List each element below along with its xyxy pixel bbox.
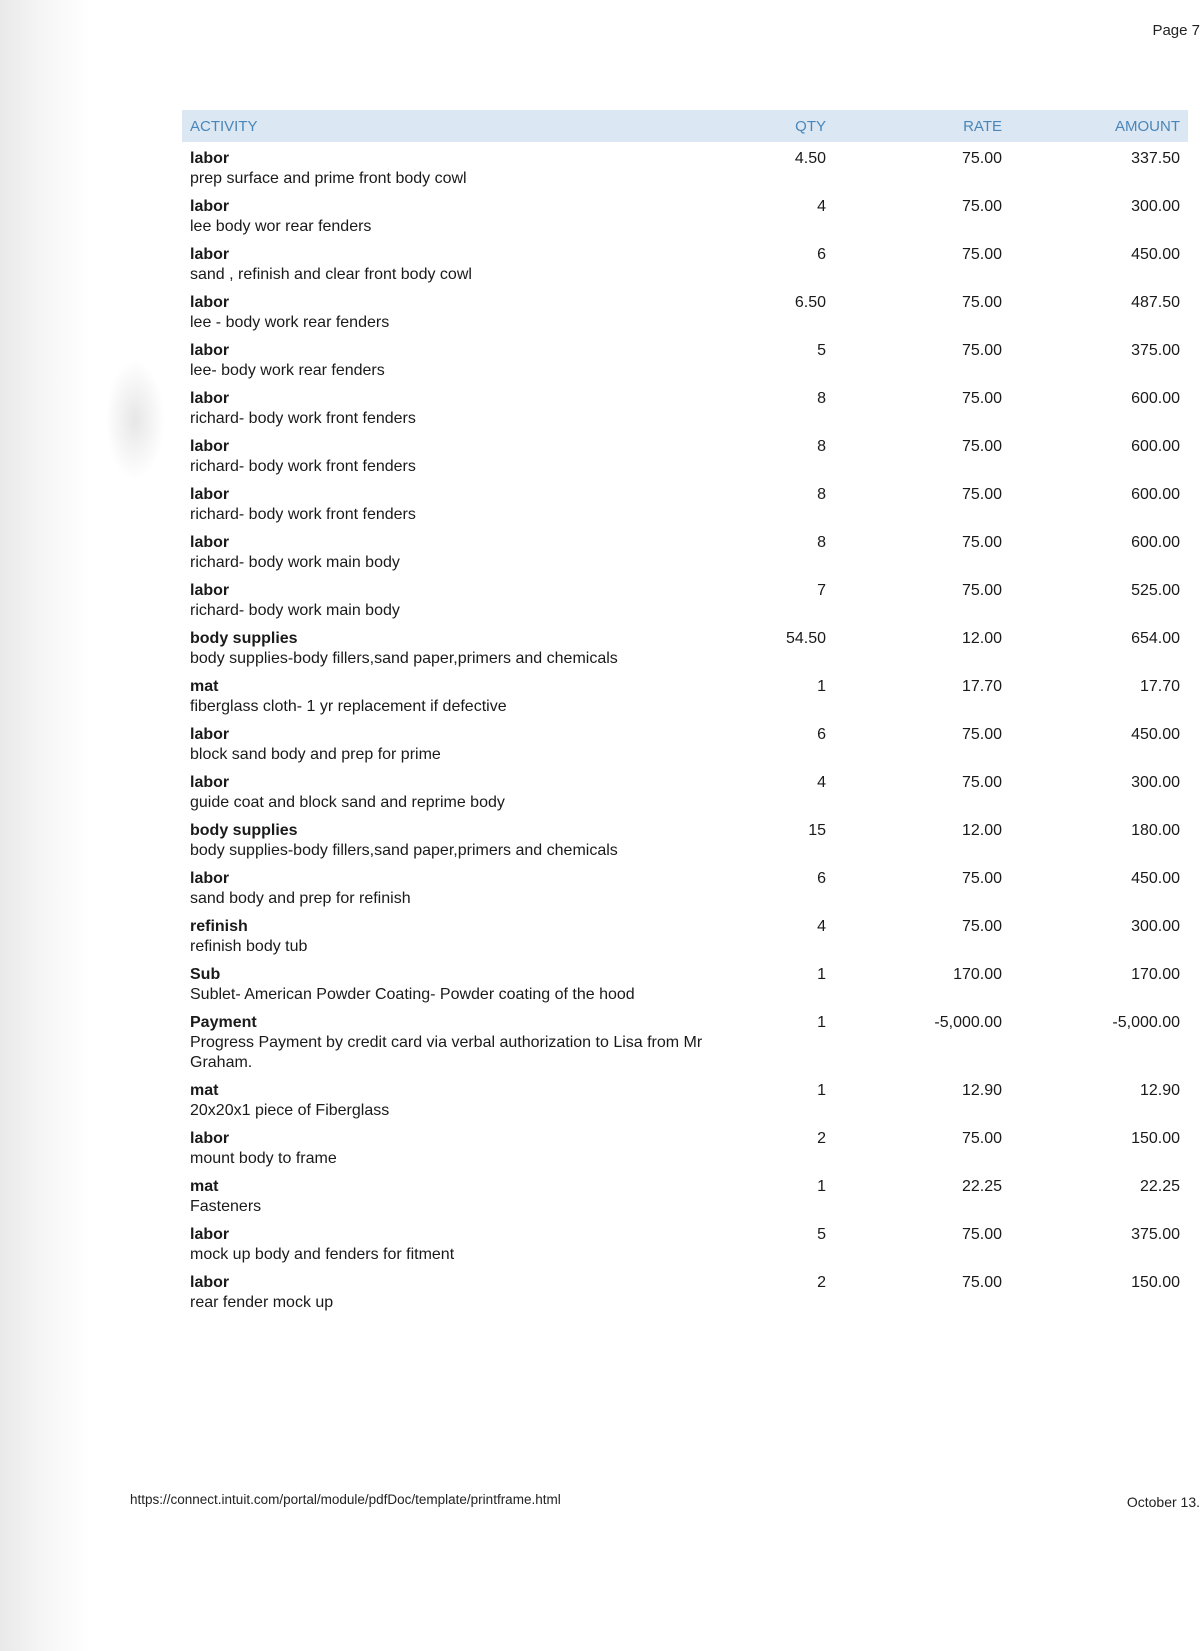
activity-name: labor — [190, 390, 230, 407]
amount-cell: 17.70 — [1139, 678, 1180, 695]
amount-cell: 170.00 — [1131, 966, 1180, 983]
rate-cell: 12.00 — [961, 630, 1002, 647]
activity-name: labor — [190, 1226, 230, 1243]
qty-cell: 4.50 — [794, 150, 826, 167]
activity-name: body supplies — [190, 822, 298, 839]
table-row — [182, 478, 1188, 526]
activity-cell — [182, 1122, 710, 1169]
activity-cell — [182, 814, 710, 861]
rate-cell: 75.00 — [961, 342, 1002, 359]
activity-description: richard- body work main body — [190, 602, 400, 619]
activity-name: labor — [190, 534, 230, 551]
activity-cell — [182, 622, 710, 669]
activity-name: mat — [190, 678, 219, 695]
table-row — [182, 1074, 1188, 1122]
rate-cell: 75.00 — [961, 294, 1002, 311]
table-row — [182, 1006, 1188, 1074]
activity-cell — [182, 718, 710, 765]
rate-cell: 75.00 — [961, 390, 1002, 407]
activity-cell — [182, 190, 710, 237]
table-row — [182, 1218, 1188, 1266]
activity-description: richard- body work front fenders — [190, 410, 416, 427]
activity-name: Payment — [190, 1014, 257, 1031]
qty-cell: 5 — [817, 1226, 826, 1243]
table-row — [182, 910, 1188, 958]
table-row — [182, 574, 1188, 622]
rate-cell: 75.00 — [961, 1226, 1002, 1243]
activity-name: labor — [190, 150, 230, 167]
footer-date: October 13. — [1126, 1494, 1200, 1510]
activity-description: rear fender mock up — [190, 1294, 334, 1311]
table-row — [182, 814, 1188, 862]
rate-cell: 75.00 — [961, 1130, 1002, 1147]
qty-cell: 4 — [817, 198, 826, 215]
activity-description: richard- body work main body — [190, 554, 400, 571]
activity-name: labor — [190, 246, 230, 263]
amount-cell: 300.00 — [1131, 918, 1180, 935]
rate-cell: 12.90 — [961, 1082, 1002, 1099]
activity-name: Sub — [190, 966, 221, 983]
qty-cell: 6 — [817, 246, 826, 263]
activity-cell — [182, 862, 710, 909]
qty-cell: 6.50 — [794, 294, 826, 311]
table-row — [182, 622, 1188, 670]
activity-description: mount body to frame — [190, 1150, 337, 1167]
rate-cell: 170.00 — [953, 966, 1002, 983]
rate-cell: 75.00 — [961, 486, 1002, 503]
activity-description: richard- body work front fenders — [190, 458, 416, 475]
qty-cell: 6 — [817, 870, 826, 887]
qty-cell: 5 — [817, 342, 826, 359]
qty-cell: 7 — [817, 582, 826, 599]
activity-description: sand body and prep for refinish — [190, 890, 411, 907]
amount-cell: 375.00 — [1131, 342, 1180, 359]
qty-cell: 1 — [817, 678, 826, 695]
qty-cell: 8 — [817, 390, 826, 407]
activity-cell — [182, 334, 710, 381]
activity-name: labor — [190, 342, 230, 359]
amount-cell: 487.50 — [1131, 294, 1180, 311]
header-amount: AMOUNT — [1115, 117, 1180, 135]
table-row — [182, 958, 1188, 1006]
rate-cell: 75.00 — [961, 918, 1002, 935]
rate-cell: 75.00 — [961, 438, 1002, 455]
amount-cell: 600.00 — [1131, 390, 1180, 407]
activity-cell — [182, 478, 710, 525]
activity-description: mock up body and fenders for fitment — [190, 1246, 455, 1263]
rate-cell: 17.70 — [961, 678, 1002, 695]
activity-cell — [182, 526, 710, 573]
activity-description: lee body wor rear fenders — [190, 218, 372, 235]
qty-cell: 8 — [817, 534, 826, 551]
table-row — [182, 1170, 1188, 1218]
activity-cell — [182, 286, 710, 333]
table-row — [182, 766, 1188, 814]
table-row — [182, 190, 1188, 238]
activity-name: labor — [190, 1274, 230, 1291]
activity-name: labor — [190, 726, 230, 743]
qty-cell: 54.50 — [785, 630, 826, 647]
activity-cell — [182, 1170, 710, 1217]
amount-cell: 654.00 — [1131, 630, 1180, 647]
amount-cell: 375.00 — [1131, 1226, 1180, 1243]
qty-cell: 1 — [817, 1178, 826, 1195]
table-row — [182, 382, 1188, 430]
qty-cell: 15 — [808, 822, 826, 839]
amount-cell: 450.00 — [1131, 726, 1180, 743]
qty-cell: 8 — [817, 486, 826, 503]
activity-description: body supplies-body fillers,sand paper,primers and chemicals — [190, 650, 618, 667]
amount-cell: 525.00 — [1131, 582, 1180, 599]
amount-cell: 600.00 — [1131, 438, 1180, 455]
table-body — [182, 142, 1188, 1314]
table-row — [182, 286, 1188, 334]
activity-description: 20x20x1 piece of Fiberglass — [190, 1102, 390, 1119]
scan-edge-shadow — [0, 0, 90, 1651]
qty-cell: 8 — [817, 438, 826, 455]
activity-description: fiberglass cloth- 1 yr replacement if defective — [190, 698, 507, 715]
activity-cell — [182, 1266, 710, 1313]
activity-name: labor — [190, 438, 230, 455]
table-row — [182, 334, 1188, 382]
qty-cell: 6 — [817, 726, 826, 743]
amount-cell: 12.90 — [1139, 1082, 1180, 1099]
amount-cell: 600.00 — [1131, 534, 1180, 551]
activity-description: lee - body work rear fenders — [190, 314, 390, 331]
activity-cell — [182, 1006, 710, 1073]
rate-cell: 22.25 — [961, 1178, 1002, 1195]
amount-cell: 150.00 — [1131, 1274, 1180, 1291]
activity-name: body supplies — [190, 630, 298, 647]
rate-cell: 75.00 — [961, 582, 1002, 599]
rate-cell: 75.00 — [961, 150, 1002, 167]
table-row — [182, 238, 1188, 286]
amount-cell: 180.00 — [1131, 822, 1180, 839]
activity-cell — [182, 430, 710, 477]
rate-cell: 75.00 — [961, 726, 1002, 743]
table-row — [182, 430, 1188, 478]
table-row — [182, 526, 1188, 574]
activity-description: richard- body work front fenders — [190, 506, 416, 523]
rate-cell: 75.00 — [961, 198, 1002, 215]
activity-description: Sublet- American Powder Coating- Powder coating of the hood — [190, 986, 635, 1003]
qty-cell: 2 — [817, 1130, 826, 1147]
activity-description: lee- body work rear fenders — [190, 362, 385, 379]
rate-cell: 75.00 — [961, 534, 1002, 551]
activity-description: guide coat and block sand and reprime body — [190, 794, 505, 811]
table-row — [182, 862, 1188, 910]
table-row — [182, 670, 1188, 718]
qty-cell: 1 — [817, 1014, 826, 1031]
header-qty: QTY — [795, 117, 826, 135]
amount-cell: 22.25 — [1139, 1178, 1180, 1195]
activity-cell — [182, 574, 710, 621]
table-header — [182, 110, 1188, 142]
rate-cell: 12.00 — [961, 822, 1002, 839]
rate-cell: 75.00 — [961, 246, 1002, 263]
activity-cell — [182, 670, 710, 717]
activity-description: block sand body and prep for prime — [190, 746, 441, 763]
page-number: Page 7 — [1152, 22, 1200, 39]
activity-name: labor — [190, 486, 230, 503]
activity-cell — [182, 1074, 710, 1121]
activity-name: labor — [190, 582, 230, 599]
activity-description: sand , refinish and clear front body cowl — [190, 266, 472, 283]
activity-name: labor — [190, 774, 230, 791]
activity-name: labor — [190, 294, 230, 311]
activity-name: labor — [190, 1130, 230, 1147]
amount-cell: -5,000.00 — [1112, 1014, 1180, 1031]
invoice-table — [182, 110, 1188, 1314]
amount-cell: 337.50 — [1131, 150, 1180, 167]
header-rate: RATE — [963, 117, 1002, 135]
activity-cell — [182, 766, 710, 813]
activity-name: refinish — [190, 918, 248, 935]
table-row — [182, 718, 1188, 766]
activity-cell — [182, 238, 710, 285]
activity-name: mat — [190, 1178, 219, 1195]
table-row — [182, 1266, 1188, 1314]
amount-cell: 300.00 — [1131, 198, 1180, 215]
rate-cell: 75.00 — [961, 870, 1002, 887]
activity-cell — [182, 1218, 710, 1265]
amount-cell: 450.00 — [1131, 870, 1180, 887]
activity-description: prep surface and prime front body cowl — [190, 170, 467, 187]
header-activity: ACTIVITY — [190, 117, 258, 135]
amount-cell: 450.00 — [1131, 246, 1180, 263]
qty-cell: 1 — [817, 1082, 826, 1099]
activity-name: labor — [190, 870, 230, 887]
amount-cell: 600.00 — [1131, 486, 1180, 503]
activity-name: mat — [190, 1082, 219, 1099]
rate-cell: 75.00 — [961, 1274, 1002, 1291]
activity-description: refinish body tub — [190, 938, 308, 955]
scan-smudge — [105, 360, 165, 480]
activity-description: Progress Payment by credit card via verbal authorization to Lisa from Mr Graham. — [190, 1034, 703, 1071]
qty-cell: 4 — [817, 774, 826, 791]
activity-description: body supplies-body fillers,sand paper,primers and chemicals — [190, 842, 618, 859]
footer-url: https://connect.intuit.com/portal/module/pdfDoc/template/printframe.html — [130, 1492, 561, 1507]
rate-cell: 75.00 — [961, 774, 1002, 791]
amount-cell: 150.00 — [1131, 1130, 1180, 1147]
activity-cell — [182, 958, 710, 1005]
activity-cell — [182, 382, 710, 429]
activity-cell — [182, 142, 710, 189]
table-row — [182, 142, 1188, 190]
activity-cell — [182, 910, 710, 957]
qty-cell: 2 — [817, 1274, 826, 1291]
activity-description: Fasteners — [190, 1198, 262, 1215]
activity-name: labor — [190, 198, 230, 215]
table-row — [182, 1122, 1188, 1170]
qty-cell: 1 — [817, 966, 826, 983]
rate-cell: -5,000.00 — [934, 1014, 1002, 1031]
qty-cell: 4 — [817, 918, 826, 935]
amount-cell: 300.00 — [1131, 774, 1180, 791]
